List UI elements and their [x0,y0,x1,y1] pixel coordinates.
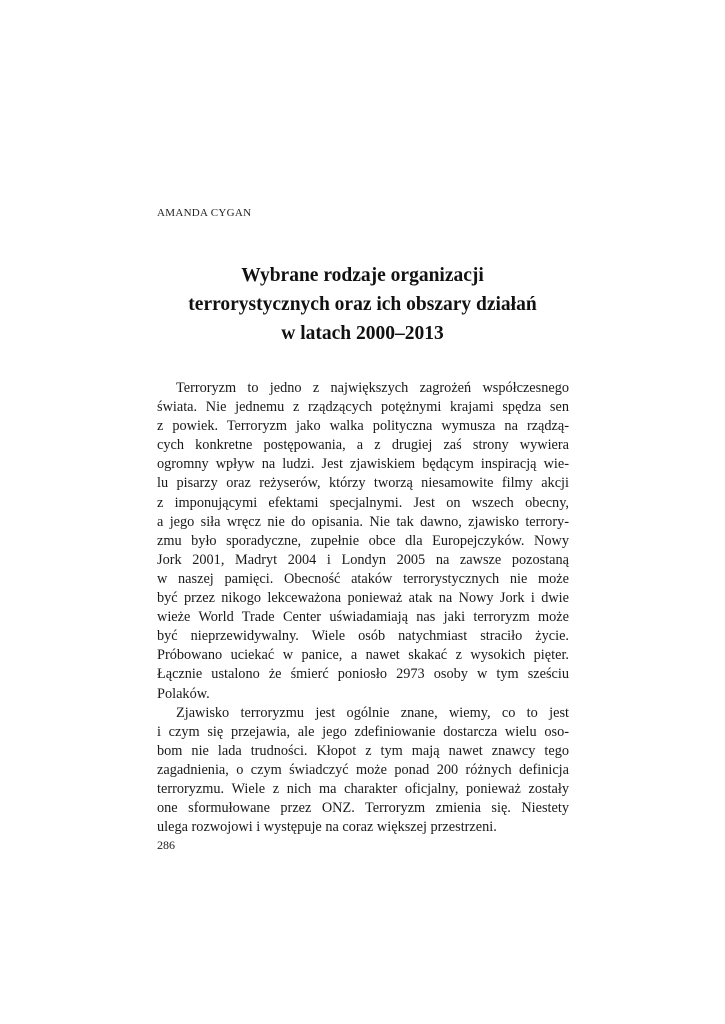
text-line: Terroryzm to jedno z największych zagrożeń współczesnego [176,380,569,396]
text-line: świata. Nie jednemu z rządzących potężnymi krajami spędza sen [157,399,569,416]
text-line: Zjawisko terroryzmu jest ogólnie znane, wiemy, co to jest [176,704,569,721]
paragraph-1 [157,379,569,704]
page-number: 286 [157,838,175,852]
text-line: ulega rozwojowi i występuje na coraz większej przestrzeni. [157,819,497,836]
paragraph-2 [157,704,569,838]
title-line: Wybrane rodzaje organizacji [241,265,484,286]
text-line: w naszej pamięci. Obecność ataków terrorystycznych nie może [157,570,569,587]
text-line: być przez nikogo lekceważona ponieważ atak na Nowy Jork i dwie [157,590,569,607]
text-line: cych konkretne postępowania, a z drugiej zaś strony wywiera [157,437,569,454]
text-line: Polaków. [157,685,210,702]
title-line: w latach 2000–2013 [281,323,444,344]
text-line: Łącznie ustalono że śmierć poniosło 2973 osoby w tym sześciu [157,666,569,683]
text-line: być nieprzewidywalny. Wiele osób natychmiast straciło życie. [157,628,569,645]
body-text [157,379,569,837]
text-line: lu pisarzy oraz reżyserów, którzy tworzą niesamowite filmy akcji [157,475,569,492]
text-line: a jego siła wręcz nie do opisania. Nie tak dawno, zjawisko terrory- [157,513,569,530]
chapter-title [157,261,568,348]
text-line: i czym się przejawia, ale jego zdefiniowanie dostarcza wielu oso- [157,723,569,740]
title-line: terrorystycznych oraz ich obszary działań [188,294,537,315]
text-line: bom nie lada trudności. Kłopot z tym mają nawet znawcy tego [157,742,569,759]
text-line: wieże World Trade Center uświadamiają nas jaki terroryzm może [157,609,569,626]
text-line: zmu było sporadyczne, zupełnie obce dla Europejczyków. Nowy [157,532,569,549]
text-line: one sformułowane przez ONZ. Terroryzm zmienia się. Niestety [157,800,569,817]
running-head-author: AMANDA CYGAN [157,207,252,219]
text-line: zagadnienia, o czym świadczyć może ponad 200 różnych definicja [157,761,569,778]
text-line: Jork 2001, Madryt 2004 i Londyn 2005 na zawsze pozostaną [157,551,569,568]
text-line: Próbowano uciekać w panice, a nawet skakać z wysokich pięter. [157,647,569,664]
text-line: terroryzmu. Wiele z nich ma charakter oficjalny, ponieważ zostały [157,780,569,797]
text-line: z powiek. Terroryzm jako walka polityczna wymusza na rządzą- [157,418,569,435]
text-line: ogromny wpływ na ludzi. Jest zjawiskiem będącym inspiracją wie- [157,456,569,473]
text-line: z imponującymi efektami specjalnymi. Jest on wszech obecny, [157,494,569,511]
